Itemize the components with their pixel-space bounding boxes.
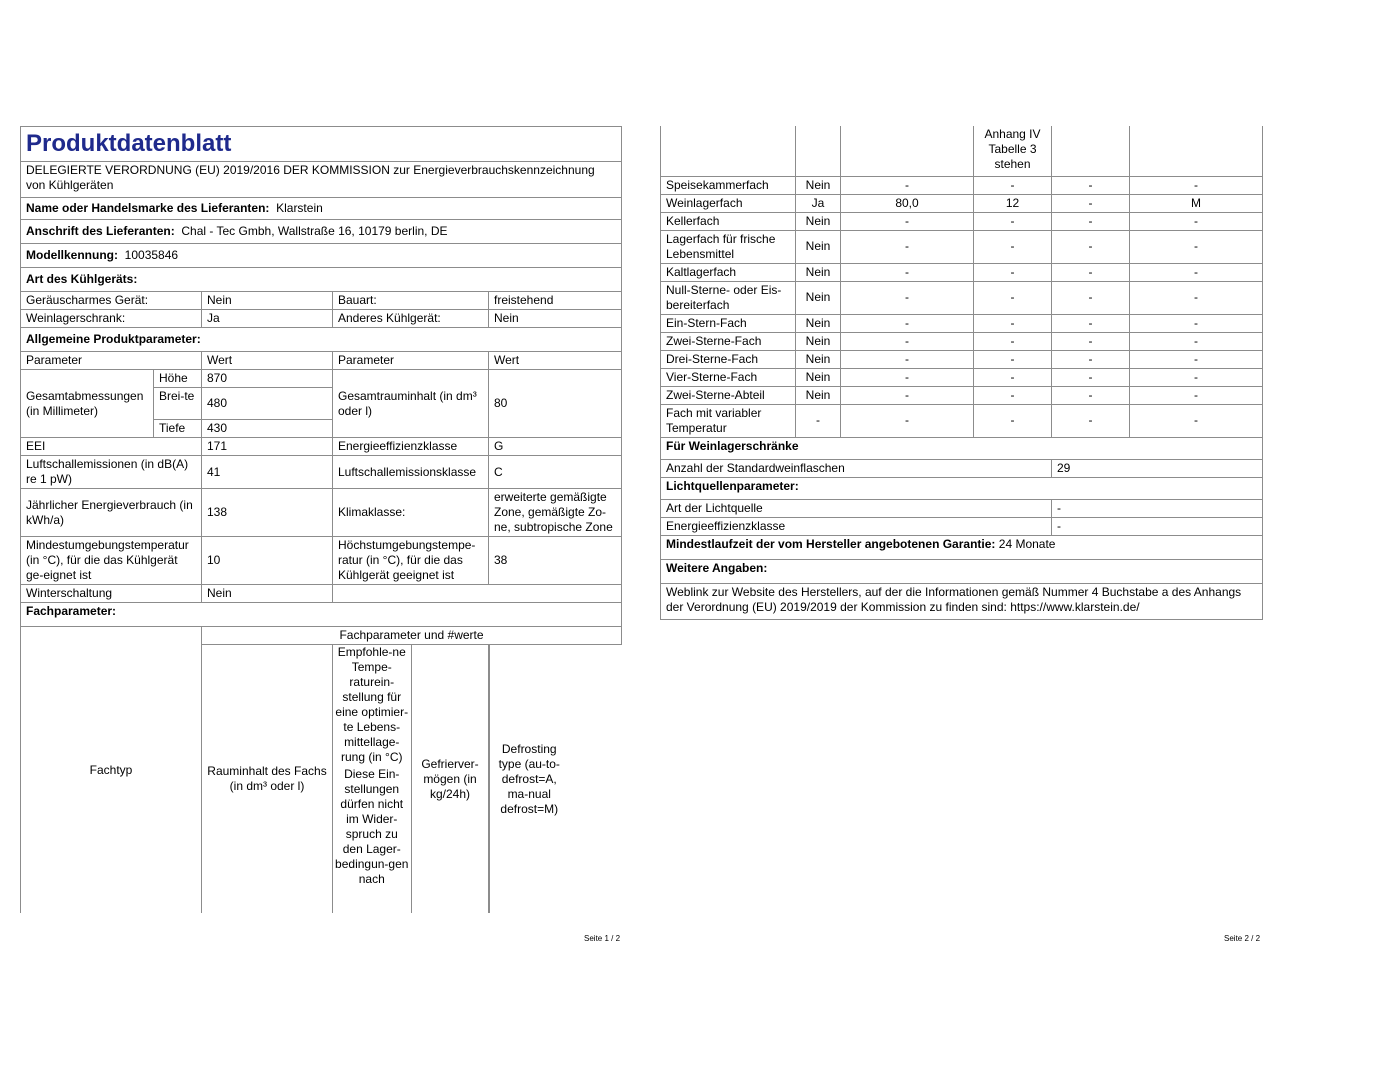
freeze-col-header: Gefrierver-mögen (in kg/24h) <box>411 645 489 913</box>
temp-col-header: Empfohle-ne Tempe-raturein-stellung für eine optimier-te Lebens-mittellage-rung (in °C) <box>335 645 409 764</box>
dimensions-label: Gesamtabmessungen (in Millimeter) <box>21 370 154 438</box>
compartment-defrost: - <box>1130 314 1263 332</box>
param-col-header: Parameter <box>333 352 489 370</box>
compartment-freeze: - <box>1052 314 1130 332</box>
compartment-name: Vier-Sterne-Fach <box>661 368 796 386</box>
compartment-defrost: - <box>1130 332 1263 350</box>
compartment-temp: - <box>974 386 1052 404</box>
compartment-name: Drei-Sterne-Fach <box>661 350 796 368</box>
compartment-temp: - <box>974 368 1052 386</box>
page-footer: Seite 1 / 2 <box>584 934 621 943</box>
min-temp-label: Mindestumgebungstemperatur (in °C), für die das Kühlgerät ge-eignet ist <box>21 537 202 585</box>
defrost-col-header: Defrosting type (au-to-defrost=A, ma-nual defrost=M) <box>489 645 569 913</box>
supplier-value: Klarstein <box>276 201 323 215</box>
depth-label: Tiefe <box>154 420 202 438</box>
compartment-defrost: - <box>1130 350 1263 368</box>
compartment-freeze: - <box>1052 281 1130 314</box>
quiet-label: Geräuscharmes Gerät: <box>21 292 202 310</box>
compartment-temp: - <box>974 230 1052 263</box>
compartment-volume: - <box>841 263 974 281</box>
compartment-temp: - <box>974 350 1052 368</box>
compartment-volume: - <box>841 176 974 194</box>
compartment-freeze: - <box>1052 368 1130 386</box>
compartment-defrost: - <box>1130 386 1263 404</box>
light-class-label: Energieeffizienzklasse <box>661 517 1052 535</box>
compartment-defrost: - <box>1130 281 1263 314</box>
continuation-text: Anhang IV Tabelle 3 stehen <box>974 126 1052 176</box>
type-header: Art des Kühlgeräts: <box>21 268 622 292</box>
height-value: 870 <box>202 370 333 388</box>
param-col-header: Parameter <box>21 352 202 370</box>
weblink-text: Weblink zur Website des Herstellers, auf der die Informationen gemäß Nummer 4 Buchstabe a des Anhangs der Verordnung (EU) 2019/2019 der Kommission zu finden sind: https://www.klarstein.de/ <box>661 583 1263 619</box>
compartment-present: Nein <box>796 314 841 332</box>
compartment-row <box>661 314 1263 332</box>
wine-label: Weinlagerschrank: <box>21 310 202 328</box>
compartment-freeze: - <box>1052 350 1130 368</box>
noise-value: 41 <box>202 456 333 489</box>
compartment-row <box>661 332 1263 350</box>
compartment-temp: - <box>974 176 1052 194</box>
compartment-temp: - <box>974 404 1052 437</box>
compartment-name: Fach mit variabler Temperatur <box>661 404 796 437</box>
winter-label: Winterschaltung <box>21 585 202 603</box>
compartment-volume: - <box>841 404 974 437</box>
volume-col-header: Rauminhalt des Fachs (in dm³ oder l) <box>202 645 333 914</box>
compartment-present: - <box>796 404 841 437</box>
model-value: 10035846 <box>124 248 179 262</box>
volume-value: 80 <box>489 370 622 438</box>
compartment-present: Nein <box>796 212 841 230</box>
compartment-volume: - <box>841 332 974 350</box>
model-label: Modellkennung: <box>26 248 118 262</box>
design-value: freistehend <box>489 292 622 310</box>
compartment-present: Nein <box>796 176 841 194</box>
compartment-row <box>661 176 1263 194</box>
compartment-freeze: - <box>1052 176 1130 194</box>
depth-value: 430 <box>202 420 333 438</box>
compartment-name: Ein-Stern-Fach <box>661 314 796 332</box>
compartment-volume: - <box>841 314 974 332</box>
compartment-present: Nein <box>796 230 841 263</box>
light-type-value: - <box>1052 499 1263 517</box>
compartment-present: Nein <box>796 386 841 404</box>
compartment-volume: - <box>841 368 974 386</box>
climate-label: Klimaklasse: <box>333 489 489 537</box>
compartment-volume: - <box>841 386 974 404</box>
min-temp-value: 10 <box>202 537 333 585</box>
compartment-volume: 80,0 <box>841 194 974 212</box>
compartment-defrost: - <box>1130 368 1263 386</box>
compartment-temp: - <box>974 332 1052 350</box>
compartment-row <box>661 350 1263 368</box>
value-col-header: Wert <box>489 352 622 370</box>
energy-class-label: Energieeffizienzklasse <box>333 438 489 456</box>
compartment-freeze: - <box>1052 386 1130 404</box>
compartment-header: Fachparameter: <box>21 603 622 627</box>
compartment-present: Nein <box>796 332 841 350</box>
compartment-row <box>661 194 1263 212</box>
compartment-temp: - <box>974 281 1052 314</box>
climate-value: erweiterte gemäßigte Zone, gemäßigte Zo-ne, subtropische Zone <box>489 489 622 537</box>
fachtyp-header: Fachtyp <box>21 627 202 914</box>
noise-label: Luftschallemissionen (in dB(A) re 1 pW) <box>21 456 202 489</box>
wine-value: Ja <box>202 310 333 328</box>
compartment-row <box>661 386 1263 404</box>
compartment-row <box>661 368 1263 386</box>
compartment-name: Kaltlagerfach <box>661 263 796 281</box>
light-type-label: Art der Lichtquelle <box>661 499 1052 517</box>
compartment-values-header: Fachparameter und #werte <box>202 627 622 645</box>
compartment-volume: - <box>841 212 974 230</box>
compartment-name: Zwei-Sterne-Fach <box>661 332 796 350</box>
compartment-volume: - <box>841 281 974 314</box>
page-title: Produktdatenblatt <box>21 127 622 162</box>
noise-class-label: Luftschallemissionsklasse <box>333 456 489 489</box>
other-value: Nein <box>489 310 622 328</box>
compartment-freeze: - <box>1052 263 1130 281</box>
width-value: 480 <box>202 388 333 420</box>
compartment-row <box>661 281 1263 314</box>
eei-label: EEI <box>21 438 202 456</box>
compartment-name: Null-Sterne- oder Eis-bereiterfach <box>661 281 796 314</box>
datasheet-page-1 <box>20 126 622 913</box>
compartment-present: Nein <box>796 368 841 386</box>
compartment-name: Kellerfach <box>661 212 796 230</box>
compartment-row <box>661 212 1263 230</box>
compartment-temp: - <box>974 263 1052 281</box>
compartment-defrost: - <box>1130 263 1263 281</box>
compartment-freeze: - <box>1052 230 1130 263</box>
warranty-value: 24 Monate <box>998 536 1056 551</box>
compartment-defrost: M <box>1130 194 1263 212</box>
compartment-volume: - <box>841 350 974 368</box>
compartment-name: Zwei-Sterne-Abteil <box>661 386 796 404</box>
width-label: Brei-te <box>154 388 202 420</box>
compartment-temp: - <box>974 212 1052 230</box>
design-label: Bauart: <box>333 292 489 310</box>
compartment-row <box>661 230 1263 263</box>
compartment-present: Nein <box>796 350 841 368</box>
annual-energy-label: Jährlicher Energieverbrauch (in kWh/a) <box>21 489 202 537</box>
compartment-name: Speisekammerfach <box>661 176 796 194</box>
datasheet-page-2 <box>660 126 1263 620</box>
wine-section-header: Für Weinlagerschränke <box>661 437 1263 459</box>
compartment-defrost: - <box>1130 212 1263 230</box>
more-info-header: Weitere Angaben: <box>661 559 1263 583</box>
compartment-freeze: - <box>1052 212 1130 230</box>
max-temp-value: 38 <box>489 537 622 585</box>
light-section-header: Lichtquellenparameter: <box>661 477 1263 499</box>
noise-class-value: C <box>489 456 622 489</box>
warranty-label: Mindestlaufzeit der vom Hersteller angebotenen Garantie: <box>666 536 996 551</box>
compartment-row <box>661 404 1263 437</box>
supplier-label: Name oder Handelsmarke des Lieferanten: <box>26 201 270 215</box>
compartment-defrost: - <box>1130 230 1263 263</box>
address-value: Chal - Tec Gmbh, Wallstraße 16, 10179 berlin, DE <box>181 224 448 238</box>
compartment-row <box>661 263 1263 281</box>
bottles-value: 29 <box>1052 459 1263 477</box>
compartment-defrost: - <box>1130 404 1263 437</box>
compartment-name: Weinlagerfach <box>661 194 796 212</box>
regulation-text: DELEGIERTE VERORDNUNG (EU) 2019/2016 DER KOMMISSION zur Energieverbrauchskennzeichnung von Kühlgeräten <box>21 162 622 198</box>
volume-label: Gesamtrauminhalt (in dm³ oder l) <box>333 370 489 438</box>
compartment-freeze: - <box>1052 332 1130 350</box>
max-temp-label: Höchstumgebungstempe-ratur (in °C), für die das Kühlgerät geeignet ist <box>333 537 489 585</box>
value-col-header: Wert <box>202 352 333 370</box>
compartment-temp: 12 <box>974 194 1052 212</box>
light-class-value: - <box>1052 517 1263 535</box>
compartment-volume: - <box>841 230 974 263</box>
temp-col-note: Diese Ein-stellungen dürfen nicht im Wider-spruch zu den Lager-bedingun-gen nach <box>335 767 409 886</box>
compartment-present: Nein <box>796 281 841 314</box>
page-footer: Seite 2 / 2 <box>1224 934 1261 943</box>
bottles-label: Anzahl der Standardweinflaschen <box>661 459 1052 477</box>
compartment-present: Ja <box>796 194 841 212</box>
compartment-freeze: - <box>1052 404 1130 437</box>
other-label: Anderes Kühlgerät: <box>333 310 489 328</box>
compartment-temp: - <box>974 314 1052 332</box>
height-label: Höhe <box>154 370 202 388</box>
winter-value: Nein <box>202 585 333 603</box>
eei-value: 171 <box>202 438 333 456</box>
general-header: Allgemeine Produktparameter: <box>21 328 622 352</box>
compartment-freeze: - <box>1052 194 1130 212</box>
compartment-name: Lagerfach für frische Lebensmittel <box>661 230 796 263</box>
quiet-value: Nein <box>202 292 333 310</box>
address-label: Anschrift des Lieferanten: <box>26 224 175 238</box>
compartment-present: Nein <box>796 263 841 281</box>
energy-class-value: G <box>489 438 622 456</box>
annual-energy-value: 138 <box>202 489 333 537</box>
compartment-defrost: - <box>1130 176 1263 194</box>
